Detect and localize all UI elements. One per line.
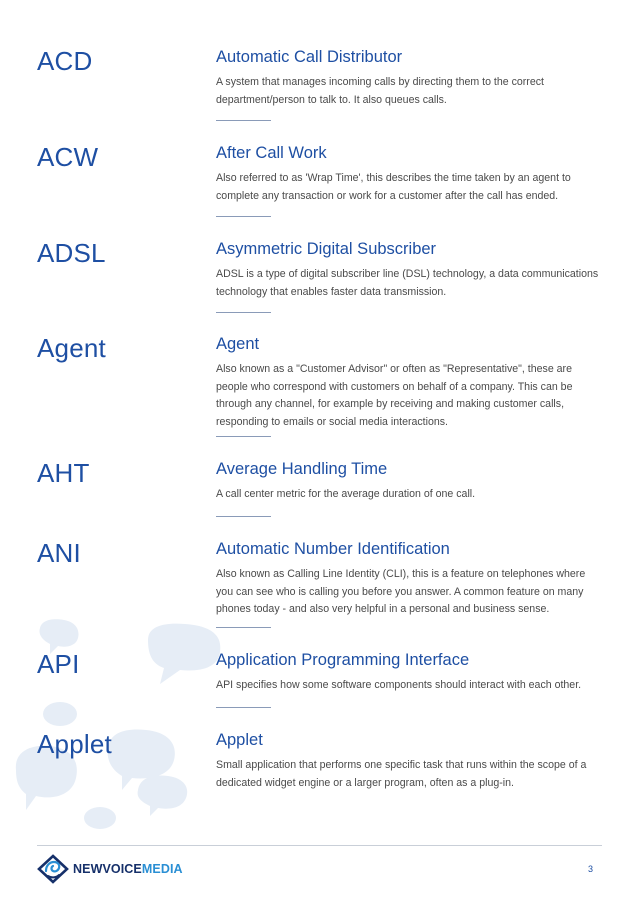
glossary-term: Applet: [216, 731, 263, 749]
glossary-description: API specifies how some software components should interact with each other.: [216, 679, 582, 691]
glossary-description: ADSL is a type of digital subscriber line (DSL) technology, a data communications technology that enables faster data transmission.: [216, 268, 599, 298]
glossary-description: Also known as a "Customer Advisor" or often as "Representative", these are people who correspond with customers on behalf of a company. This can be through any channel, for example by receiving and making customer calls, responding to emails or social media interactions.: [216, 363, 573, 428]
glossary-abbreviation: ANI: [37, 538, 81, 568]
entry-divider: [216, 120, 271, 121]
glossary-term: Agent: [216, 335, 260, 353]
glossary-term: After Call Work: [216, 144, 327, 162]
logo-text-newvoice: NEWVOICE: [73, 862, 142, 876]
logo-wordmark: [73, 862, 183, 876]
company-logo: [37, 854, 183, 884]
glossary-description: Also referred to as 'Wrap Time', this describes the time taken by an agent to complete any transaction or work for a customer after the call has ended.: [216, 172, 571, 202]
glossary-term: Application Programming Interface: [216, 651, 470, 669]
glossary-abbreviation: ADSL: [37, 238, 106, 268]
entry-divider: [216, 707, 271, 708]
entry-divider: [216, 216, 271, 217]
speech-bubble-bottom: [84, 807, 116, 829]
speech-bubble-small: [43, 702, 77, 726]
glossary-description: A call center metric for the average duration of one call.: [216, 488, 476, 500]
entry-divider: [216, 516, 271, 517]
logo-text-media: MEDIA: [141, 862, 183, 876]
glossary-term: Asymmetric Digital Subscriber: [216, 240, 437, 258]
page-number: 3: [588, 864, 594, 874]
glossary-abbreviation: AHT: [37, 458, 90, 488]
entry-divider: [216, 627, 271, 628]
speech-bubble-large: [148, 624, 220, 684]
glossary-term: Automatic Number Identification: [216, 540, 450, 558]
speech-bubble-right: [138, 776, 188, 816]
glossary-abbreviation: ACD: [37, 46, 93, 76]
footer-divider: [37, 845, 602, 846]
glossary-description: A system that manages incoming calls by directing them to the correct department/person to talk to. It also queues calls.: [216, 76, 544, 106]
logo-swirl-icon: [37, 854, 69, 884]
entry-divider: [216, 436, 271, 437]
entry-divider: [216, 312, 271, 313]
glossary-description: Also known as Calling Line Identity (CLI), this is a feature on telephones where you can see who is calling you before you answer. A common feature on many phones today - and also very helpful in a personal and business sense.: [216, 568, 586, 615]
glossary-description: Small application that performs one specific task that runs within the scope of a dedicated widget engine or a larger program, often as a plug-in.: [216, 759, 587, 789]
glossary-abbreviation: Agent: [37, 333, 106, 363]
glossary-abbreviation: ACW: [37, 142, 99, 172]
glossary-term: Average Handling Time: [216, 460, 388, 478]
glossary-abbreviation: API: [37, 649, 80, 679]
glossary-term: Automatic Call Distributor: [216, 48, 403, 66]
glossary-abbreviation: Applet: [37, 729, 112, 759]
